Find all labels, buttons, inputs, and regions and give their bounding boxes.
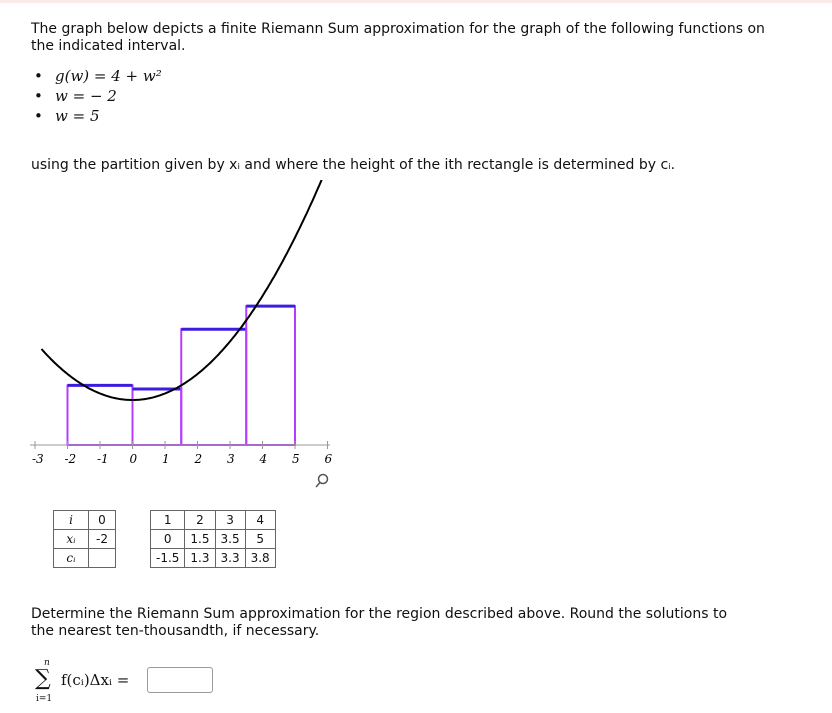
table-cell: 1.3 (185, 549, 215, 568)
table-row-x (54, 530, 276, 549)
row-label-c: cᵢ (54, 549, 89, 568)
question-text: Determine the Riemann Sum approximation for the region described above. Round the solutions to the nearest ten-thousandth, if necessary. (31, 606, 728, 639)
upper-bound: • w = 5 (31, 106, 162, 126)
table-cell: 1 (151, 511, 185, 530)
tick-label: 5 (292, 452, 300, 466)
table-cell: 0 (89, 511, 116, 530)
tick-label: 0 (129, 452, 138, 466)
table-row-c (54, 549, 276, 568)
tick-label: 2 (194, 452, 203, 466)
top-border (0, 0, 832, 3)
zoom-icon[interactable] (314, 473, 330, 489)
tick-label: 4 (259, 452, 268, 466)
lower-bound: • w = − 2 (31, 86, 162, 106)
riemann-rectangle (181, 329, 246, 445)
intro-text: The graph below depicts a finite Riemann Sum approximation for the graph of the following functions on the indicated interval. (31, 21, 765, 54)
row-label-x: xᵢ (54, 530, 89, 549)
table-cell: 1.5 (185, 530, 215, 549)
partition-description: using the partition given by xᵢ and where the height of the ith rectangle is determined by cᵢ. (31, 157, 676, 173)
table-cell: 3.3 (215, 549, 245, 568)
tick-label: -3 (32, 452, 44, 466)
tick-label: 1 (162, 452, 170, 466)
riemann-rectangle (133, 389, 182, 445)
table-cell: 5 (245, 530, 275, 549)
table-cell: -1.5 (151, 549, 185, 568)
riemann-rectangles (68, 306, 296, 445)
tick-label: 3 (227, 452, 235, 466)
sum-term: f(cᵢ)Δxᵢ = (61, 671, 130, 689)
table-cell: -2 (89, 530, 116, 549)
riemann-rectangle (246, 306, 295, 445)
table-cell: 2 (185, 511, 215, 530)
sigma-symbol: ∑ (35, 666, 51, 691)
parameter-list (31, 66, 162, 126)
table-cell: 3.5 (215, 530, 245, 549)
tick-label: -2 (64, 452, 77, 466)
row-label-i: i (54, 511, 89, 530)
tick-label: -1 (97, 452, 109, 466)
table-cell: 3.8 (245, 549, 275, 568)
tick-label: 6 (324, 452, 333, 466)
table-cell: 4 (245, 511, 275, 530)
riemann-graph (0, 180, 340, 470)
table-cell: 0 (151, 530, 185, 549)
sum-lower-limit: i=1 (36, 694, 53, 704)
sum-upper-limit: n (44, 658, 50, 668)
table-row-i (54, 511, 276, 530)
answer-input[interactable] (147, 667, 213, 693)
table-cell: 3 (215, 511, 245, 530)
function-definition: • g(w) = 4 + w² (31, 66, 162, 86)
partition-table (53, 510, 276, 568)
